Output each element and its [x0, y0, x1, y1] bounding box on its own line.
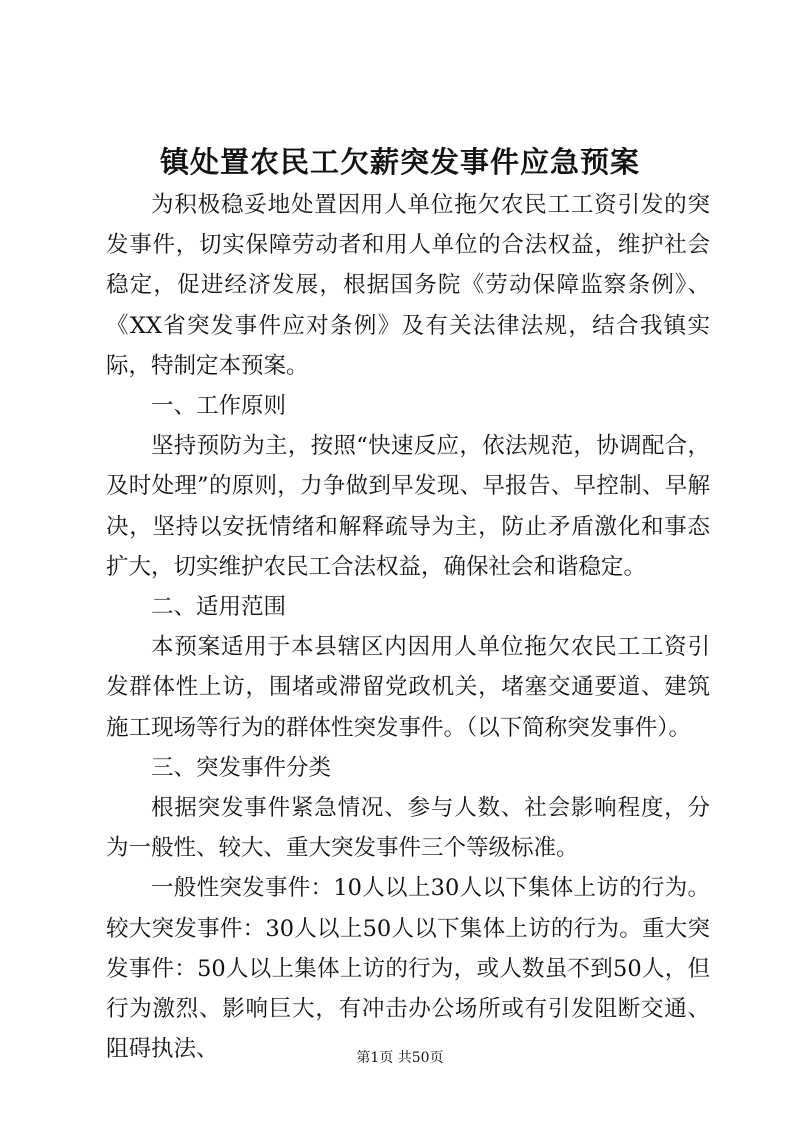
section-heading-classification: 三、突发事件分类: [151, 754, 332, 781]
scope-paragraph: 本预案适用于本县辖区内因用人单位拖欠农民工工资引发群体性上访，围堵或滞留党政机关，堵塞交通要道、建筑施工现场等行为的群体性突发事件。（以下简称突发事件）。: [106, 634, 710, 741]
classification-paragraph: 根据突发事件紧急情况、参与人数、社会影响程度，分为一般性、较大、重大突发事件三个等级标准。: [106, 795, 710, 862]
section-heading-principles: 一、工作原则: [151, 393, 287, 420]
page-footer: 第1页 共50页: [356, 1050, 444, 1066]
levels-paragraph: 一般性突发事件：10人以上30人以下集体上访的行为。较大突发事件：30人以上50人以下集体上访的行为。重大突发事件：50人以上集体上访的行为，或人数虽不到50人，但行为激烈、影响巨大，有冲击办公场所或有引发阻断交通、阻碍执法、: [106, 875, 710, 1063]
principles-paragraph: 坚持预防为主，按照“快速反应，依法规范，协调配合，及时处理”的原则，力争做到早发现、早报告、早控制、早解决，坚持以安抚情绪和解释疏导为主，防止矛盾激化和事态扩大，切实维护农民工合法权益，确保社会和谐稳定。: [106, 433, 710, 580]
section-heading-scope: 二、适用范围: [151, 594, 287, 621]
intro-paragraph: 为积极稳妥地处置因用人单位拖欠农民工工资引发的突发事件，切实保障劳动者和用人单位的合法权益，维护社会稳定，促进经济发展，根据国务院《劳动保障监察条例》、《XX省突发事件应对条例》及有关法律法规，结合我镇实际，特制定本预案。: [106, 192, 710, 379]
document-body: [106, 185, 710, 1069]
document-title: 镇处置农民工欠薪突发事件应急预案: [159, 145, 640, 179]
